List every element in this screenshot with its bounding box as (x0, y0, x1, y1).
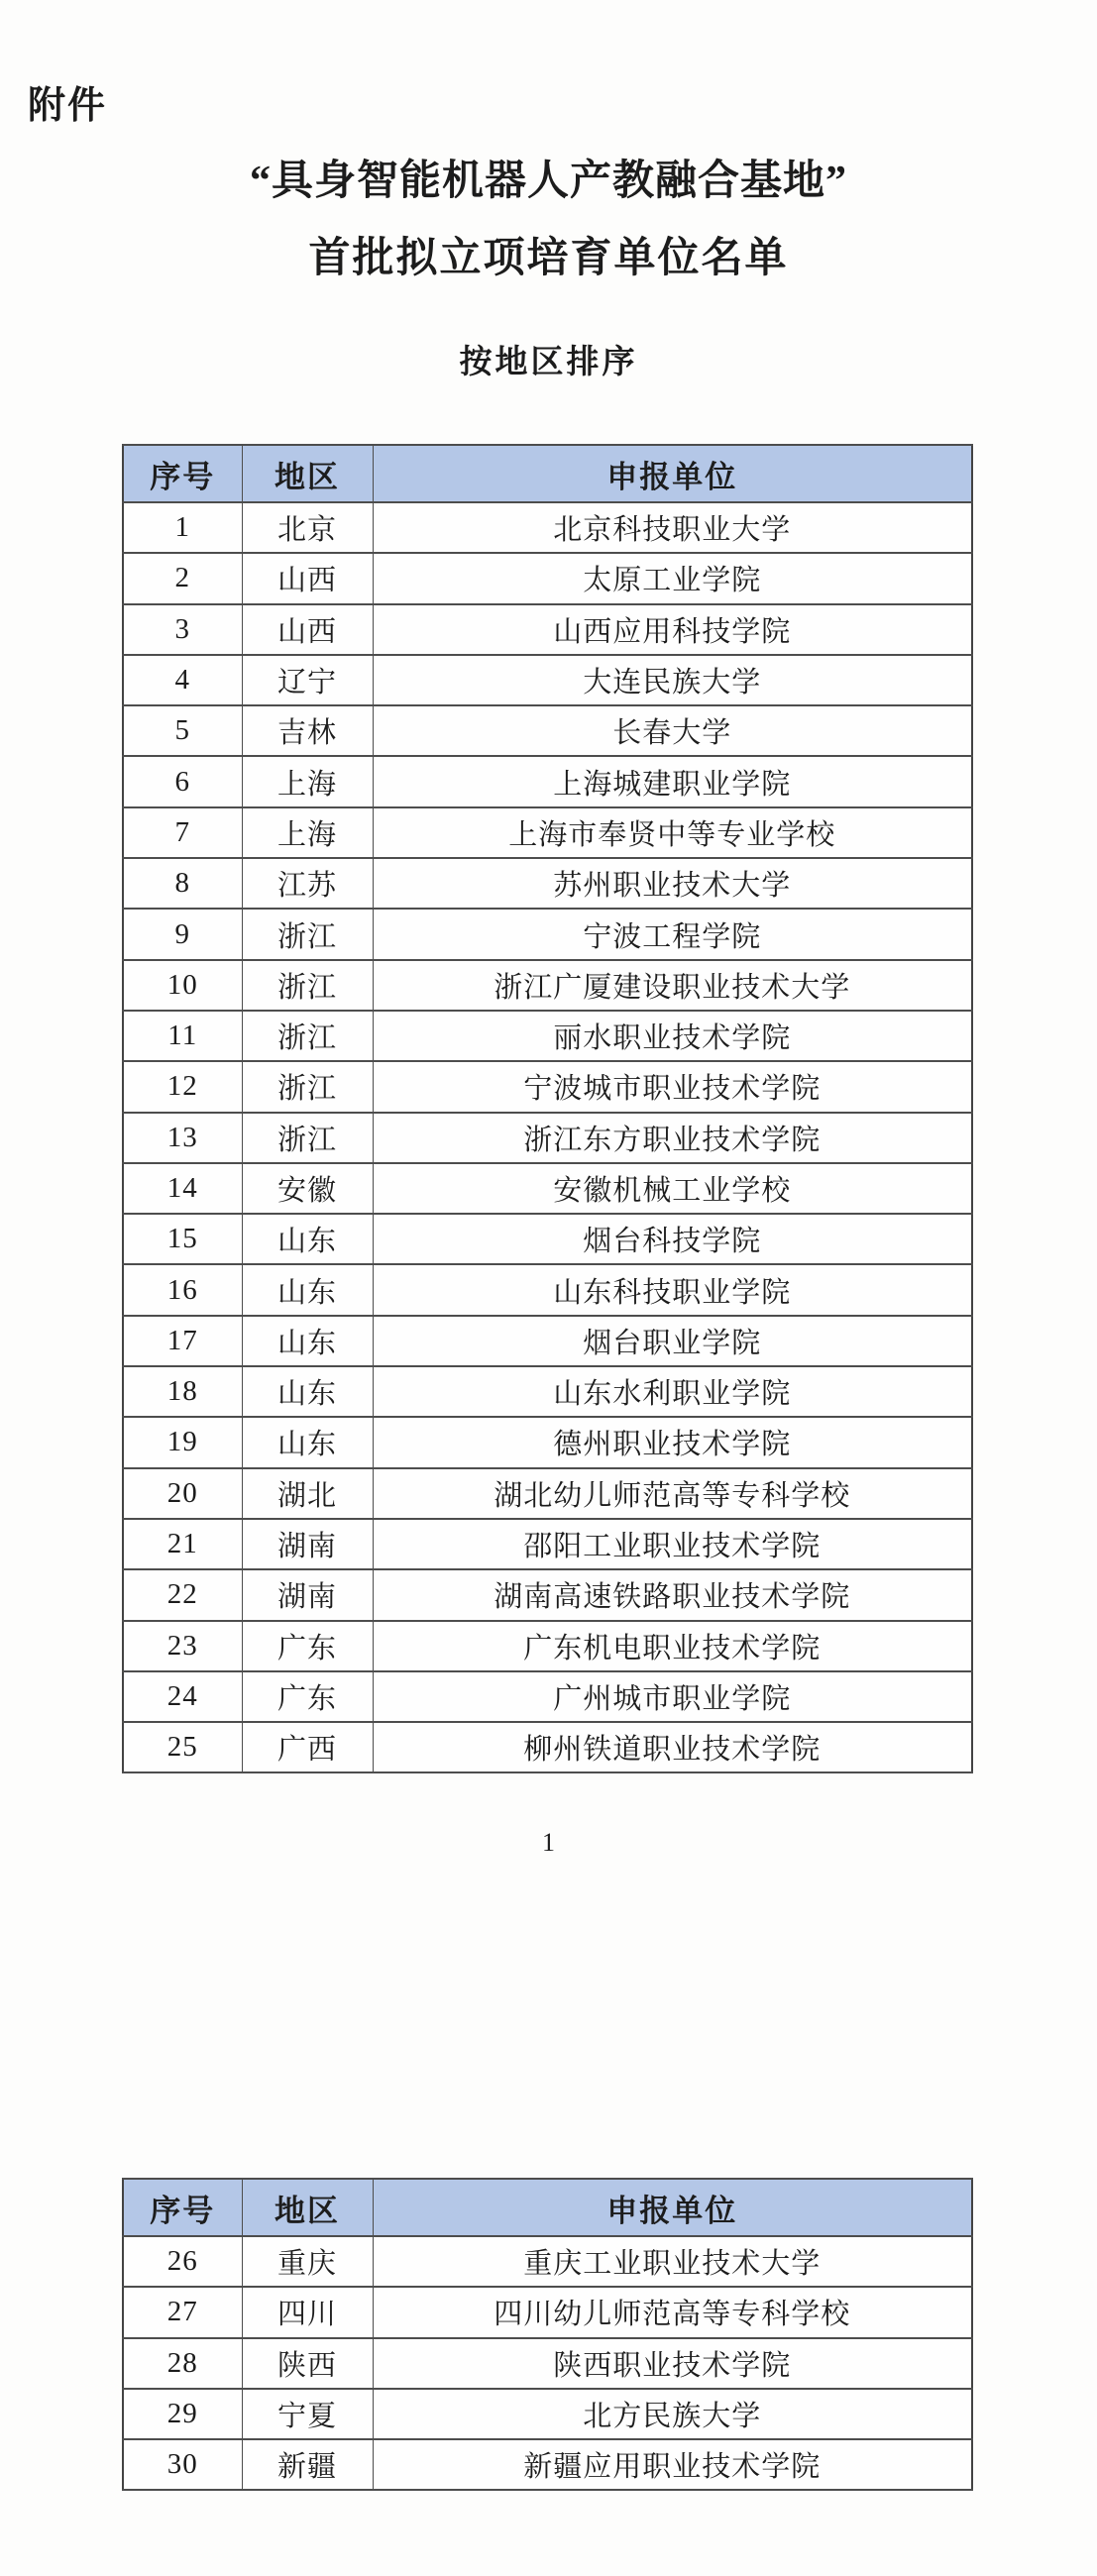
table-row (123, 1569, 972, 1620)
table-row (123, 553, 972, 603)
unit-cell: 宁波城市职业技术学院 (373, 1061, 972, 1112)
unit-cell: 湖南高速铁路职业技术学院 (373, 1569, 972, 1620)
table-row (123, 1061, 972, 1112)
table-header (123, 445, 972, 502)
unit-cell: 陕西职业技术学院 (373, 2338, 972, 2389)
row-number-cell: 2 (123, 553, 242, 603)
row-number-cell: 8 (123, 858, 242, 909)
unit-cell: 新疆应用职业技术学院 (373, 2439, 972, 2490)
region-cell: 山东 (242, 1316, 373, 1366)
row-number-cell: 5 (123, 705, 242, 756)
region-cell: 新疆 (242, 2439, 373, 2490)
row-number-cell: 4 (123, 655, 242, 705)
table-row (123, 1671, 972, 1722)
unit-cell: 北京科技职业大学 (373, 502, 972, 553)
table-row (123, 705, 972, 756)
unit-cell: 烟台职业学院 (373, 1316, 972, 1366)
region-cell: 辽宁 (242, 655, 373, 705)
region-cell: 山东 (242, 1214, 373, 1264)
region-cell: 湖南 (242, 1519, 373, 1569)
unit-cell: 烟台科技学院 (373, 1214, 972, 1264)
unit-cell: 安徽机械工业学校 (373, 1163, 972, 1214)
region-cell: 浙江 (242, 1011, 373, 1061)
unit-cell: 广东机电职业技术学院 (373, 1621, 972, 1671)
row-number-cell: 14 (123, 1163, 242, 1214)
unit-cell: 山东科技职业学院 (373, 1264, 972, 1315)
column-header-serial: 序号 (123, 2179, 242, 2236)
column-header-region: 地区 (242, 2179, 373, 2236)
row-number-cell: 30 (123, 2439, 242, 2490)
row-number-cell: 25 (123, 1722, 242, 1772)
column-header-unit: 申报单位 (373, 445, 972, 502)
region-cell: 山西 (242, 604, 373, 655)
row-number-cell: 23 (123, 1621, 242, 1671)
region-cell: 四川 (242, 2287, 373, 2337)
region-cell: 广西 (242, 1722, 373, 1772)
region-cell: 上海 (242, 756, 373, 806)
table-row (123, 1621, 972, 1671)
region-cell: 山东 (242, 1366, 373, 1417)
table-row (123, 2287, 972, 2337)
row-number-cell: 6 (123, 756, 242, 806)
row-number-cell: 24 (123, 1671, 242, 1722)
unit-cell: 重庆工业职业技术大学 (373, 2236, 972, 2287)
region-cell: 宁夏 (242, 2389, 373, 2439)
region-cell: 浙江 (242, 1113, 373, 1163)
table-row (123, 1366, 972, 1417)
region-cell: 浙江 (242, 960, 373, 1011)
attachment-label: 附件 (28, 85, 108, 127)
table-header-row (123, 2179, 972, 2236)
column-header-unit: 申报单位 (373, 2179, 972, 2236)
table-row (123, 1417, 972, 1467)
row-number-cell: 18 (123, 1366, 242, 1417)
table-body (123, 2236, 972, 2490)
table-row (123, 2236, 972, 2287)
sort-order-subtitle: 按地区排序 (459, 343, 638, 379)
table-row (123, 604, 972, 655)
unit-cell: 邵阳工业职业技术学院 (373, 1519, 972, 1569)
page-number: 1 (542, 1828, 555, 1857)
unit-cell: 德州职业技术学院 (373, 1417, 972, 1467)
row-number-cell: 17 (123, 1316, 242, 1366)
unit-cell: 山东水利职业学院 (373, 1366, 972, 1417)
table-row (123, 1468, 972, 1519)
region-cell: 浙江 (242, 909, 373, 959)
row-number-cell: 29 (123, 2389, 242, 2439)
row-number-cell: 3 (123, 604, 242, 655)
table-row (123, 2439, 972, 2490)
unit-cell: 太原工业学院 (373, 553, 972, 603)
region-cell: 山西 (242, 553, 373, 603)
table-row (123, 1264, 972, 1315)
table-row (123, 1722, 972, 1772)
column-header-serial: 序号 (123, 445, 242, 502)
table-row (123, 1113, 972, 1163)
unit-cell: 四川幼儿师范高等专科学校 (373, 2287, 972, 2337)
row-number-cell: 26 (123, 2236, 242, 2287)
unit-cell: 苏州职业技术大学 (373, 858, 972, 909)
row-number-cell: 27 (123, 2287, 242, 2337)
region-cell: 广东 (242, 1621, 373, 1671)
document-title-line2: 首批拟立项培育单位名单 (308, 236, 789, 281)
unit-cell: 宁波工程学院 (373, 909, 972, 959)
table-body (123, 502, 972, 1772)
row-number-cell: 22 (123, 1569, 242, 1620)
row-number-cell: 28 (123, 2338, 242, 2389)
region-cell: 广东 (242, 1671, 373, 1722)
table-row (123, 807, 972, 858)
row-number-cell: 12 (123, 1061, 242, 1112)
region-cell: 陕西 (242, 2338, 373, 2389)
document-title-line1: “具身智能机器人产教融合基地” (249, 159, 847, 204)
row-number-cell: 20 (123, 1468, 242, 1519)
region-cell: 吉林 (242, 705, 373, 756)
table-row (123, 1316, 972, 1366)
region-cell: 江苏 (242, 858, 373, 909)
row-number-cell: 19 (123, 1417, 242, 1467)
table-row (123, 1163, 972, 1214)
table-row (123, 960, 972, 1011)
region-cell: 山东 (242, 1417, 373, 1467)
unit-cell: 山西应用科技学院 (373, 604, 972, 655)
unit-cell: 浙江东方职业技术学院 (373, 1113, 972, 1163)
region-cell: 浙江 (242, 1061, 373, 1112)
row-number-cell: 16 (123, 1264, 242, 1315)
table-row (123, 756, 972, 806)
unit-cell: 长春大学 (373, 705, 972, 756)
unit-cell: 上海市奉贤中等专业学校 (373, 807, 972, 858)
unit-cell: 大连民族大学 (373, 655, 972, 705)
table-row (123, 655, 972, 705)
table-header-row (123, 445, 972, 502)
region-roster-table-page1 (122, 444, 973, 1773)
column-header-region: 地区 (242, 445, 373, 502)
row-number-cell: 7 (123, 807, 242, 858)
table-row (123, 1214, 972, 1264)
unit-cell: 柳州铁道职业技术学院 (373, 1722, 972, 1772)
table-row (123, 2389, 972, 2439)
table-row (123, 2338, 972, 2389)
unit-cell: 上海城建职业学院 (373, 756, 972, 806)
region-roster-table-page2 (122, 2178, 973, 2491)
table-header (123, 2179, 972, 2236)
row-number-cell: 9 (123, 909, 242, 959)
region-cell: 山东 (242, 1264, 373, 1315)
region-cell: 湖南 (242, 1569, 373, 1620)
region-cell: 湖北 (242, 1468, 373, 1519)
row-number-cell: 10 (123, 960, 242, 1011)
row-number-cell: 21 (123, 1519, 242, 1569)
table-row (123, 1519, 972, 1569)
row-number-cell: 15 (123, 1214, 242, 1264)
region-cell: 安徽 (242, 1163, 373, 1214)
table-row (123, 858, 972, 909)
unit-cell: 湖北幼儿师范高等专科学校 (373, 1468, 972, 1519)
region-cell: 北京 (242, 502, 373, 553)
row-number-cell: 13 (123, 1113, 242, 1163)
region-cell: 上海 (242, 807, 373, 858)
table-row (123, 1011, 972, 1061)
region-cell: 重庆 (242, 2236, 373, 2287)
row-number-cell: 1 (123, 502, 242, 553)
row-number-cell: 11 (123, 1011, 242, 1061)
table-row (123, 909, 972, 959)
unit-cell: 浙江广厦建设职业技术大学 (373, 960, 972, 1011)
table-row (123, 502, 972, 553)
unit-cell: 丽水职业技术学院 (373, 1011, 972, 1061)
unit-cell: 广州城市职业学院 (373, 1671, 972, 1722)
unit-cell: 北方民族大学 (373, 2389, 972, 2439)
